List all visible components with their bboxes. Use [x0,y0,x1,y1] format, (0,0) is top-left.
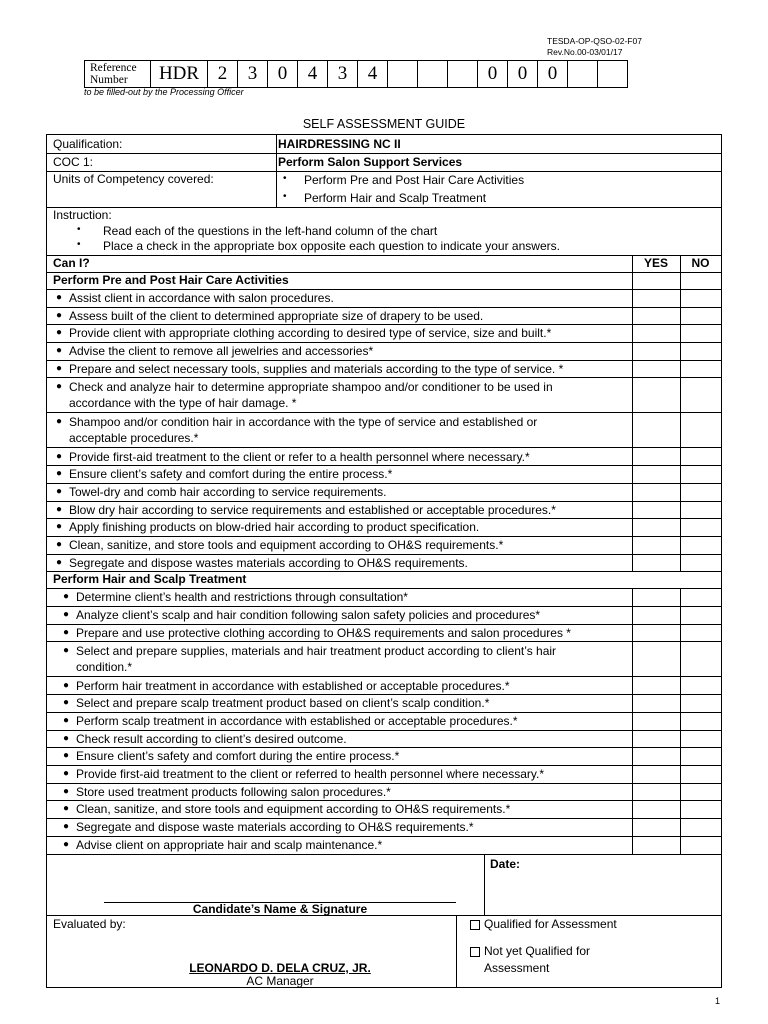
revision-number: Rev.No.00-03/01/17 [547,47,623,57]
bullet-icon: ● [63,821,70,833]
no-check-cell[interactable] [680,448,721,466]
qualified-option: Qualified for Assessment [484,917,617,931]
bullet-icon: ● [56,380,63,392]
yes-check-cell[interactable] [632,342,680,360]
bullet-icon: ● [56,539,63,550]
yes-check-cell[interactable] [632,307,680,325]
reference-digit-cell: 0 [538,61,568,88]
yes-check-cell[interactable] [632,588,680,606]
list-item: Clean, sanitize, and store tools and equipment according to OH&S requirements.* [69,538,504,552]
bullet-icon: ● [63,644,70,656]
yes-check-cell[interactable] [632,818,680,836]
no-check-cell[interactable] [680,730,721,748]
instruction-item: Place a check in the appropriate box opposite each question to indicate your answers. [103,239,560,253]
bullet-icon: • [77,239,81,250]
yes-check-cell[interactable] [632,606,680,624]
list-item: Towel-dry and comb hair according to service requirements. [69,484,387,499]
list-item: Provide first-aid treatment to the client or referred to health personnel where necessary.* [76,767,545,781]
no-check-cell[interactable] [680,800,721,818]
list-item: Determine client’s health and restrictions through consultation* [76,590,408,605]
no-check-cell[interactable] [680,501,721,519]
list-item: Check and analyze hair to determine appropriate shampoo and/or conditioner to be used in accordance with the type of hair damage. * [69,379,553,410]
bullet-icon: ● [63,838,70,850]
bullet-icon: ● [63,609,70,621]
no-check-cell[interactable] [680,307,721,325]
bullet-icon: ● [56,327,63,339]
section-heading: Perform Hair and Scalp Treatment [53,572,247,587]
yes-check-cell[interactable] [632,800,680,818]
bullet-icon: ● [56,309,63,321]
reference-digit-cell: 2 [208,61,238,88]
table-rule [456,915,457,987]
bullet-icon: ● [63,785,70,797]
no-check-cell[interactable] [680,677,721,695]
reference-digit-cell [568,61,598,88]
evaluator-title: AC Manager [246,974,314,988]
yes-check-cell[interactable] [632,783,680,801]
candidate-signature-label: Candidate’s Name & Signature [192,902,368,916]
qualification-label: Qualification: [53,137,123,151]
no-check-cell[interactable] [680,483,721,501]
list-item: Ensure client’s safety and comfort during the entire process.* [69,467,393,482]
no-check-cell[interactable] [680,712,721,730]
list-item: Store used treatment products following salon procedures.* [76,784,391,799]
doc-code: TESDA-OP-QSO-02-F07 [547,36,642,46]
no-check-cell[interactable] [680,694,721,712]
bullet-icon: • [283,173,287,184]
list-item: Prepare and select necessary tools, supplies and materials according to the type of service. * [69,361,564,376]
no-check-cell[interactable] [680,765,721,783]
yes-check-cell[interactable] [632,677,680,695]
bullet-icon: ● [63,697,70,709]
no-check-cell[interactable] [680,836,721,854]
bullet-icon: ● [63,679,70,691]
not-qualified-option: Not yet Qualified for [484,944,591,958]
bullet-icon: • [77,224,81,235]
list-item: Clean, sanitize, and store tools and equipment according to OH&S requirements.* [76,802,511,817]
units-label: Units of Competency covered: [53,172,214,186]
yes-check-cell[interactable] [632,712,680,730]
reference-prefix: HDR [151,61,208,88]
qualification-value: HAIRDRESSING NC II [278,137,401,151]
reference-number-label: Reference Number [85,61,151,88]
fill-note: to be filled-out by the Processing Officer [84,87,244,97]
no-check-cell[interactable] [680,783,721,801]
no-check-cell[interactable] [680,324,721,342]
yes-check-cell[interactable] [632,360,680,378]
list-item: Analyze client’s scalp and hair condition following salon safety policies and procedures* [76,608,541,623]
no-check-cell[interactable] [680,606,721,624]
list-item: Select and prepare scalp treatment product based on client’s scalp condition.* [76,696,490,711]
bullet-icon: ● [56,292,63,303]
yes-header: YES [643,256,668,270]
reference-digit-cell: 4 [298,61,328,88]
yes-check-cell[interactable] [632,642,680,677]
page-title: SELF ASSESSMENT GUIDE [302,117,466,131]
yes-check-cell[interactable] [632,289,680,307]
yes-check-cell[interactable] [632,413,680,448]
no-header: NO [691,256,710,270]
checkbox[interactable] [470,920,480,930]
yes-check-cell[interactable] [632,378,680,413]
list-item: Check result according to client’s desired outcome. [76,731,347,746]
reference-digit-cell: 0 [478,61,508,88]
no-check-cell[interactable] [680,360,721,378]
no-check-cell[interactable] [680,747,721,765]
coc-value: Perform Salon Support Services [278,155,463,169]
no-check-cell[interactable] [680,378,721,413]
bullet-icon: ● [63,768,70,779]
bullet-icon: ● [63,750,70,762]
bullet-icon: ● [56,450,63,462]
document-code [547,36,642,58]
table-rule [680,255,681,571]
yes-check-cell[interactable] [632,765,680,783]
can-i-header: Can I? [53,256,90,270]
no-check-cell[interactable] [680,465,721,483]
reference-digit-cell: 3 [328,61,358,88]
unit-item: Perform Pre and Post Hair Care Activities [304,173,525,187]
list-item: Select and prepare supplies, materials and hair treatment product according to client’s hair condition.* [76,643,557,674]
table-rule [484,854,485,915]
yes-check-cell[interactable] [632,554,680,572]
bullet-icon: ● [56,345,63,357]
reference-digit-cell: 0 [268,61,298,88]
instruction-item: Read each of the questions in the left-hand column of the chart [103,224,438,238]
list-item: Assist client in accordance with salon procedures. [69,291,334,305]
yes-check-cell[interactable] [632,448,680,466]
yes-check-cell[interactable] [632,536,680,554]
bullet-icon: ● [56,485,63,497]
reference-digit-cell [388,61,418,88]
section-heading: Perform Pre and Post Hair Care Activities [53,273,289,287]
table-rule [47,255,721,256]
yes-check-cell[interactable] [632,324,680,342]
date-label: Date: [490,857,521,871]
reference-digit-cell [448,61,478,88]
list-item: Prepare and use protective clothing according to OH&S requirements and salon procedures * [76,625,571,640]
list-item: Provide first-aid treatment to the client or refer to a health personnel where necessary.* [69,449,530,464]
no-check-cell[interactable] [680,289,721,307]
list-item: Perform hair treatment in accordance with established or acceptable procedures.* [76,678,510,693]
unit-item: Perform Hair and Scalp Treatment [304,191,487,205]
page-number: 1 [714,996,720,1006]
list-item: Segregate and dispose wastes materials according to OH&S requirements. [69,555,468,570]
list-item: Perform scalp treatment in accordance with established or acceptable procedures.* [76,713,518,728]
yes-check-cell[interactable] [632,624,680,642]
bullet-icon: ● [56,362,63,374]
list-item: Provide client with appropriate clothing according to desired type of service, size and built.* [69,326,552,341]
table-rule [680,588,681,854]
no-check-cell[interactable] [680,413,721,448]
no-check-cell[interactable] [680,642,721,677]
bullet-icon: ● [63,626,70,638]
reference-digit-cell: 4 [358,61,388,88]
bullet-icon: ● [56,503,63,515]
yes-check-cell[interactable] [632,501,680,519]
coc-label: COC 1: [53,155,94,169]
bullet-icon: ● [56,415,63,427]
table-rule [632,255,633,571]
yes-check-cell[interactable] [632,836,680,854]
no-check-cell[interactable] [680,818,721,836]
table-rule [47,915,721,916]
bullet-icon: ● [56,521,63,533]
list-item: Segregate and dispose waste materials according to OH&S requirements.* [76,820,474,835]
bullet-icon: ● [63,714,70,726]
no-check-cell[interactable] [680,342,721,360]
table-rule [632,588,633,854]
list-item: Assess built of the client to determined appropriate size of drapery to be used. [69,308,484,323]
yes-check-cell[interactable] [632,483,680,501]
list-item: Shampoo and/or condition hair in accordance with the type of service and established or acceptable procedures.* [69,414,538,445]
list-item: Blow dry hair according to service requirements and established or acceptable procedures.* [69,502,556,517]
bullet-icon: ● [63,803,70,815]
table-rule [47,854,721,855]
table-rule [276,135,277,207]
no-check-cell[interactable] [680,588,721,606]
yes-check-cell[interactable] [632,465,680,483]
list-item: Ensure client’s safety and comfort during the entire process.* [76,749,400,764]
table-rule [47,207,721,208]
assessment-table [46,134,722,988]
yes-check-cell[interactable] [632,747,680,765]
instruction-label: Instruction: [53,208,112,222]
yes-check-cell[interactable] [632,694,680,712]
evaluated-by-label: Evaluated by: [53,917,126,931]
list-item: Apply finishing products on blow-dried hair according to product specification. [69,520,480,535]
reference-digit-cell: 3 [238,61,268,88]
checkbox[interactable] [470,947,480,957]
bullet-icon: ● [56,556,63,568]
yes-check-cell[interactable] [632,730,680,748]
reference-digit-cell [418,61,448,88]
no-check-cell[interactable] [680,536,721,554]
bullet-icon: ● [63,591,70,603]
bullet-icon: ● [63,732,70,744]
reference-number-table [84,60,628,88]
no-check-cell[interactable] [680,518,721,536]
reference-digit-cell: 0 [508,61,538,88]
not-qualified-option-cont: Assessment [484,961,550,975]
yes-check-cell[interactable] [632,518,680,536]
evaluator-name: LEONARDO D. DELA CRUZ, JR. [189,961,371,975]
list-item: Advise the client to remove all jewelries and accessories* [69,344,374,359]
no-check-cell[interactable] [680,624,721,642]
bullet-icon: • [283,191,287,202]
list-item: Advise client on appropriate hair and scalp maintenance.* [76,837,383,852]
no-check-cell[interactable] [680,554,721,572]
table-rule [47,153,721,154]
bullet-icon: ● [56,468,63,480]
reference-digit-cell [598,61,628,88]
